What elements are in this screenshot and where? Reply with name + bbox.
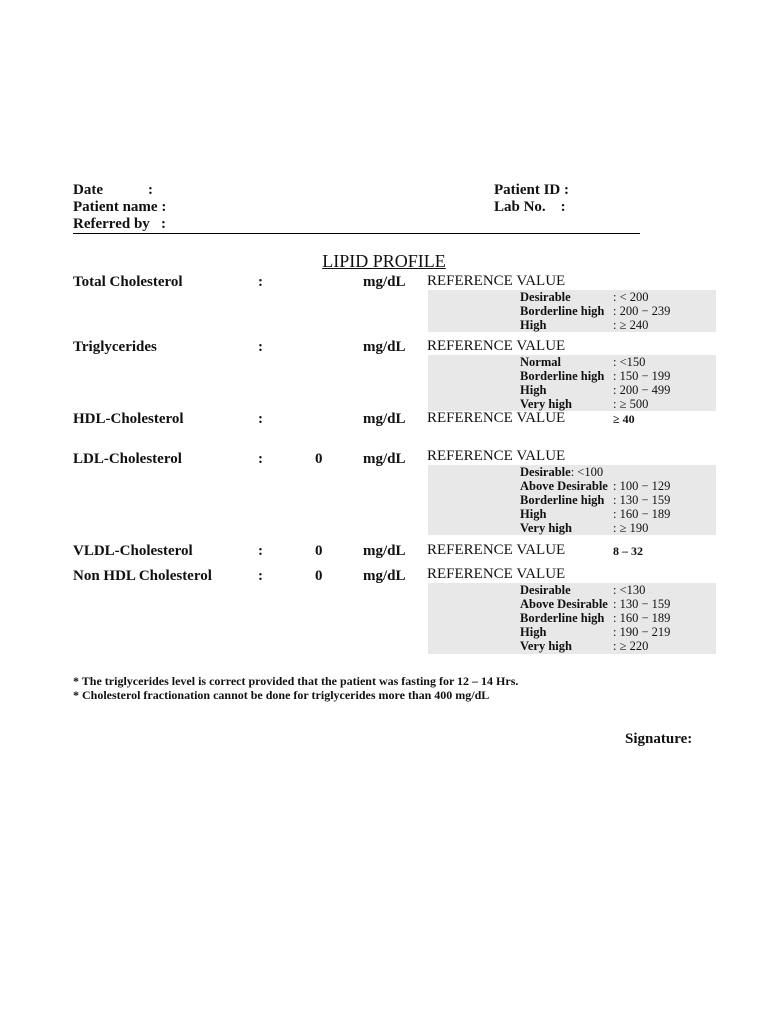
ref-category: Borderline high — [520, 304, 605, 318]
reference-value-label: REFERENCE VALUE — [427, 338, 566, 354]
referred-by-label: Referred by : — [73, 216, 167, 232]
test-value: 0 — [315, 451, 323, 467]
header-divider — [73, 233, 640, 234]
test-unit: mg/dL — [363, 568, 406, 584]
ref-row — [520, 355, 561, 369]
ref-category: Above Desirable — [520, 479, 608, 493]
ref-category: Desirable — [520, 290, 571, 304]
ref-category: Very high — [520, 397, 572, 411]
test-colon: : — [258, 411, 263, 427]
ref-row — [520, 583, 571, 597]
test-colon: : — [258, 339, 263, 355]
test-colon: : — [258, 274, 263, 290]
ref-row — [520, 639, 572, 653]
ref-category: Desirable — [520, 465, 571, 479]
ref-value: : <100 — [570, 465, 604, 479]
test-name: LDL-Cholesterol — [73, 451, 182, 467]
report-title-text: LIPID PROFILE — [322, 251, 446, 271]
test-colon: : — [258, 451, 263, 467]
test-unit: mg/dL — [363, 451, 406, 467]
test-unit: mg/dL — [363, 274, 406, 290]
ref-row — [520, 397, 572, 411]
ref-value: : < 200 — [613, 290, 649, 304]
test-name: Total Cholesterol — [73, 274, 183, 290]
ref-category: High — [520, 318, 547, 332]
ref-category: Borderline high — [520, 611, 605, 625]
ref-row — [520, 597, 608, 611]
ref-row — [520, 479, 608, 493]
note-fasting: * The triglycerides level is correct provided that the patient was fasting for 12 – 14 Hrs. — [73, 674, 519, 688]
ref-row — [520, 318, 546, 332]
ref-category: High — [520, 625, 547, 639]
ref-value: : 190 − 219 — [613, 625, 671, 639]
patient-name-label: Patient name : — [73, 199, 167, 215]
test-unit: mg/dL — [363, 543, 406, 559]
ref-value: : ≥ 190 — [613, 521, 649, 535]
ref-row — [520, 369, 604, 383]
ref-value: : <130 — [613, 583, 646, 597]
ref-category: Above Desirable — [520, 597, 608, 611]
reference-range-box — [428, 290, 716, 332]
ref-value: : ≥ 500 — [613, 397, 649, 411]
ref-value: : 160 − 189 — [613, 611, 671, 625]
ref-value: : ≥ 220 — [613, 639, 649, 653]
test-colon: : — [258, 568, 263, 584]
test-name: Triglycerides — [73, 339, 157, 355]
ref-value: : 130 − 159 — [613, 597, 671, 611]
lab-no-label: Lab No. : — [494, 199, 566, 215]
ref-row — [520, 383, 546, 397]
test-name: HDL-Cholesterol — [73, 411, 184, 427]
ref-category: Borderline high — [520, 369, 605, 383]
ref-row — [520, 290, 571, 304]
patient-id-label: Patient ID : — [494, 182, 569, 198]
ref-category: Very high — [520, 521, 572, 535]
report-title — [0, 251, 768, 272]
ref-value: : 130 − 159 — [613, 493, 671, 507]
reference-value-label: REFERENCE VALUE — [427, 273, 566, 289]
ref-row — [520, 611, 604, 625]
ref-category: High — [520, 383, 547, 397]
test-unit: mg/dL — [363, 339, 406, 355]
ref-row — [520, 465, 603, 479]
reference-value-label: REFERENCE VALUE — [427, 410, 566, 426]
test-name: VLDL-Cholesterol — [73, 543, 193, 559]
ref-category: Normal — [520, 355, 561, 369]
ref-row — [520, 625, 546, 639]
reference-value-label: REFERENCE VALUE — [427, 542, 566, 558]
ref-value: : <150 — [613, 355, 646, 369]
ref-row — [520, 493, 604, 507]
ref-value: : 200 − 499 — [613, 383, 671, 397]
test-unit: mg/dL — [363, 411, 406, 427]
reference-range-box — [428, 583, 716, 654]
ref-value: : 100 − 129 — [613, 479, 671, 493]
date-label: Date : — [73, 182, 153, 198]
reference-range-box — [428, 465, 716, 535]
note-fractionation: * Cholesterol fractionation cannot be done for triglycerides more than 400 mg/dL — [73, 688, 490, 702]
test-value: 0 — [315, 568, 323, 584]
test-name: Non HDL Cholesterol — [73, 568, 212, 584]
ref-row — [520, 304, 604, 318]
signature-label: Signature: — [625, 731, 693, 747]
ref-row — [520, 507, 546, 521]
ref-category: High — [520, 507, 547, 521]
reference-range-box — [428, 355, 716, 411]
ref-category: Borderline high — [520, 493, 605, 507]
reference-value-inline: ≥ 40 — [613, 412, 635, 426]
test-value: 0 — [315, 543, 323, 559]
test-colon: : — [258, 543, 263, 559]
ref-value: : 160 − 189 — [613, 507, 671, 521]
reference-value-label: REFERENCE VALUE — [427, 566, 566, 582]
ref-value: : ≥ 240 — [613, 318, 649, 332]
ref-row — [520, 521, 572, 535]
ref-value: : 200 − 239 — [613, 304, 671, 318]
reference-value-inline: 8 – 32 — [613, 544, 643, 558]
ref-category: Very high — [520, 639, 572, 653]
ref-category: Desirable — [520, 583, 571, 597]
ref-value: : 150 − 199 — [613, 369, 671, 383]
reference-value-label: REFERENCE VALUE — [427, 448, 566, 464]
